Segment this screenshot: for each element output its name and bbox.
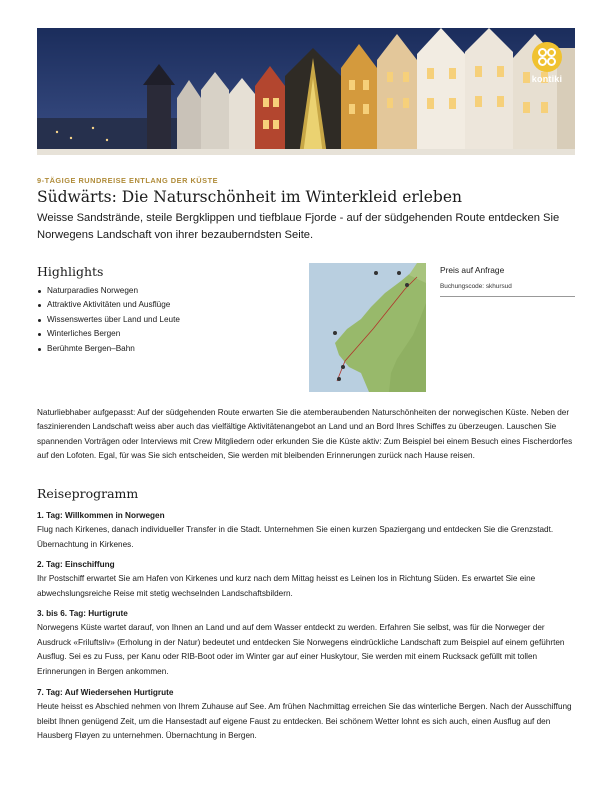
kontiki-logo [525,42,569,84]
page-title: Südwärts: Die Naturschönheit im Winterkleid erleben [37,188,462,206]
trip-kicker: 9-TÄGIGE RUNDREISE ENTLANG DER KÜSTE [37,176,219,185]
day-item [37,558,577,601]
hero-image [37,28,575,155]
booking-code: Buchungscode: skhursud [440,283,512,290]
day-text: Norwegens Küste wartet darauf, von Ihnen an Land und auf dem Wasser entdeckt zu werden. Erfahren Sie selbst, was für die Norweger der Ausdruck «Friluftsliv» (Erholung in der Natur) bedeutet und entdecken Sie Norwegens eindrückliche Landschaft zum Beispiel auf einem geführten Ausflug. Sei es zu Fuss, per Kanu oder RIB-Boot oder im Winter gar auf einer Huskytour, Sie werden mit einem Rucksack gefüllt mit tollen Erinnerungen in Bergen ankommen. [37,623,565,676]
list-item: Winterliches Bergen [37,327,180,341]
day-item [37,509,577,552]
norway-map-image [309,263,426,392]
program-heading: Reiseprogramm [37,486,139,501]
price-label: Preis auf Anfrage [440,265,505,275]
divider [440,296,575,297]
price-block [440,265,575,297]
lead-paragraph: Weisse Sandstrände, steile Bergklippen und tiefblaue Fjorde - auf der südgehenden Route entdecken Sie Norwegens Landschaft von ihrer bezauberndsten Seite. [37,212,560,241]
brand-name: kontiki [531,74,563,84]
bergen-winter-photo [37,28,575,155]
day-text: Flug nach Kirkenes, danach individueller Transfer in die Stadt. Unternehmen Sie einen kurzen Spaziergang und entdecken Sie die Grenzstadt. Übernachtung in Kirkenes. [37,525,554,549]
intro-paragraph: Naturliebhaber aufgepasst: Auf der südgehenden Route erwarten Sie die atemberaubenden Naturschönheiten der norwegischen Küste. Neben der faszinierenden Landschaft weiss aber auch das vielfältige Aktivitätenangebot an Land und an Bord Ihres Schiffes zu überzeugen. Lauschen Sie spannenden Vorträgen oder Interviews mit Crew Mitgliedern oder erkunden Sie die Küste aktiv: Zum Beispiel bei einem Besuch eines Fischerdorfes auf den Lofoten. Egal, für was Sie sich entscheiden, Sie werden mit bleibenden Erinnerungen zurück nach Hause reisen. [37,408,573,461]
day-item [37,607,577,679]
list-item: Berühmte Bergen–Bahn [37,342,180,356]
list-item: Wissenswertes über Land und Leute [37,313,180,327]
kontiki-logo-icon [532,42,562,72]
route-map [309,263,426,392]
list-item: Naturparadies Norwegen [37,284,180,298]
day-item [37,686,577,744]
highlights-list [37,284,180,356]
day-title: 1. Tag: Willkommen in Norwegen [37,511,165,520]
day-title: 3. bis 6. Tag: Hurtigrute [37,609,128,618]
list-item: Attraktive Aktivitäten und Ausflüge [37,298,180,312]
day-title: 2. Tag: Einschiffung [37,560,115,569]
day-text: Heute heisst es Abschied nehmen von Ihrem Zuhause auf See. Am frühen Nachmittag erreichen Sie das winterliche Bergen. Nach der Ausschiffung bleibt Ihnen genügend Zeit, um die Hansestadt auf eigene Faust zu entdecken. Bei schönem Wetter lohnt es sich auch, einen Ausflug auf den Hausberg Fløyen zu unternehmen. Übernachtung in Bergen. [37,702,572,741]
highlights-heading: Highlights [37,264,104,279]
day-title: 7. Tag: Auf Wiedersehen Hurtigrute [37,688,174,697]
day-text: Ihr Postschiff erwartet Sie am Hafen von Kirkenes und kurz nach dem Mittag heisst es Leinen los in Richtung Süden. Es erwartet Sie eine abwechslungsreiche Reise mit stetig wechselnden Landschaftsbildern. [37,574,536,598]
